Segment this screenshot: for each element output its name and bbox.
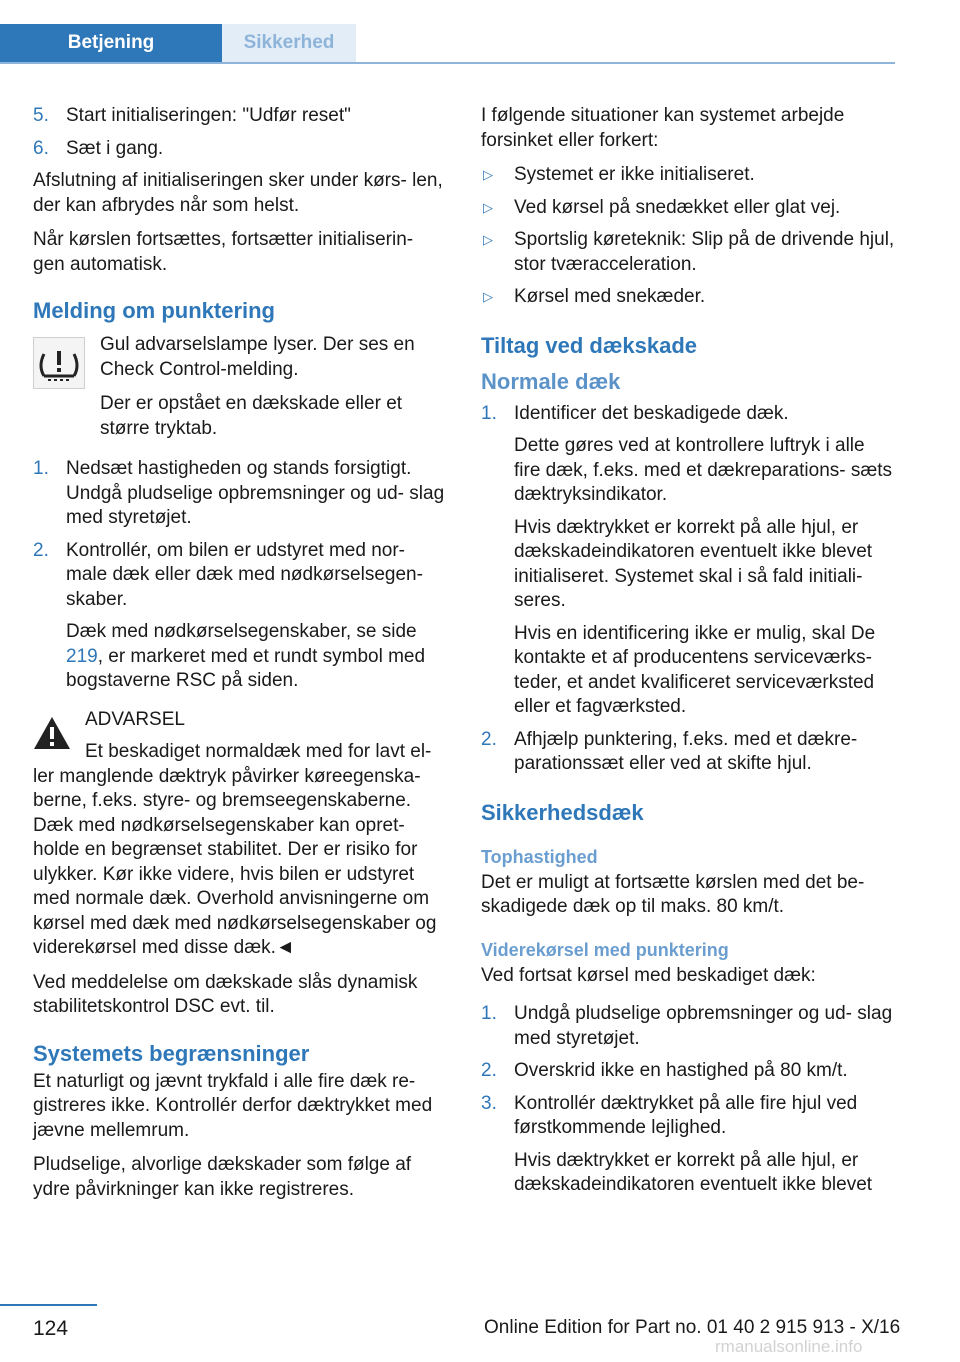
heading-safety-tires: Sikkerhedsdæk	[481, 799, 644, 825]
list-item: 1. Identificer det beskadigede dæk.	[481, 402, 789, 424]
list-item: 1. Nedsæt hastigheden og stands forsigtigt. Undgå pludselige opbremsninger og ud- slag med styretøjet.	[33, 458, 445, 528]
paragraph: Det er muligt at fortsætte kørslen med det be- skadigede dæk op til maks. 80 km/t.	[481, 871, 865, 917]
tab-betjening[interactable]: Betjening	[0, 24, 222, 62]
list-item: 3. Kontrollér dæktrykket på alle fire hjul ved førstkommende lejlighed.	[481, 1092, 858, 1138]
list-item: 2. Overskrid ikke en hastighed på 80 km/t.	[481, 1060, 848, 1081]
footer-rule	[0, 1304, 97, 1306]
paragraph: Pludselige, alvorlige dækskader som følge af ydre påvirkninger kan ikke registreres.	[33, 1154, 412, 1200]
paragraph: Afslutning af initialiseringen sker under kørs- len, der kan afbrydes når som helst.	[33, 170, 443, 216]
list-item: 1. Undgå pludselige opbremsninger og ud- slag med styretøjet.	[481, 1003, 893, 1049]
warning-triangle-icon	[33, 716, 71, 750]
heading-top-speed: Tophastighed	[481, 846, 598, 867]
heading-normal-tires: Normale dæk	[481, 368, 621, 394]
list-item: 2. Kontrollér, om bilen er udstyret med nor- male dæk eller dæk med nødkørselsegen- skaber.	[33, 539, 423, 610]
list-item: 5. Start initialiseringen: "Udfør reset"	[33, 105, 351, 126]
heading-measures: Tiltag ved dækskade	[481, 332, 698, 358]
list-sub-paragraph: Dæk med nødkørselsegenskaber, se side 219, er markeret med et rundt symbol med bogstaverne RSC på siden.	[66, 621, 426, 691]
edition-note: Online Edition for Part no. 01 40 2 915 913 - X/16	[484, 1317, 901, 1338]
heading-continue-driving: Viderekørsel med punktering	[481, 939, 729, 960]
tpms-notice	[33, 333, 447, 441]
icon-text: Der er opstået en dækskade eller et større tryktab.	[100, 393, 403, 439]
right-column	[481, 104, 895, 1206]
bullet-triangle-icon: ▷	[483, 232, 493, 247]
heading-limits: Systemets begrænsninger	[33, 1040, 310, 1066]
heading-puncture: Melding om punktering	[33, 298, 275, 323]
tire-pressure-warning-icon	[33, 337, 85, 389]
list-item: 2. Afhjælp punktering, f.eks. med et dækre- parationssæt eller ved at skifte hjul.	[481, 728, 858, 774]
list-sub-paragraph: Hvis dæktrykket er korrekt på alle hjul, er dækskadeindikatoren eventuelt ikke blevet initialiseret. Systemet skal i så fald initiali- seres.	[514, 516, 873, 611]
paragraph: Et naturligt og jævnt trykfald i alle fire dæk re- gistreres ikke. Kontrollér derfor dæktrykket med jævne mellemrum.	[33, 1070, 433, 1141]
page-number: 124	[33, 1317, 69, 1340]
warning-text: Et beskadiget normaldæk med for lavt el- ler manglende dæktryk påvirker køreegenska- berne, f.eks. styre- og bremseegenskaberne. Dæk med nødkørselsegenskaber kan opret- holde en begrænset stabilitet. Der er risiko for ulykker. Kør ikke videre, hvis bilen er udstyret med normale dæk. Overhold anvisningerne om kørsel med dæk med nødkørselsegenskaber og viderekørsel med disse dæk.◄	[33, 741, 437, 958]
page-link[interactable]: 219	[66, 645, 98, 667]
warning-title: ADVARSEL	[85, 708, 185, 730]
paragraph: Når kørslen fortsættes, fortsætter initialiserin- gen automatisk.	[33, 229, 414, 275]
watermark: rmanualsonline.info	[715, 1337, 863, 1356]
bullet-triangle-icon: ▷	[483, 167, 493, 182]
header-tabbar	[0, 24, 895, 64]
list-item: ▷ Ved kørsel på snedækket eller glat vej.	[481, 196, 895, 221]
paragraph: Ved fortsat kørsel med beskadiget dæk:	[481, 964, 816, 986]
list-item: 6. Sæt i gang.	[33, 137, 164, 159]
bullet-triangle-icon: ▷	[483, 199, 493, 215]
warning-box	[33, 708, 447, 961]
list-item: ▷ Sportslig køreteknik: Slip på de drivende hjul, stor tværacceleration.	[483, 229, 895, 275]
list-item: ▷ Systemet er ikke initialiseret.	[481, 163, 895, 188]
paragraph: Ved meddelelse om dækskade slås dynamisk stabilitetskontrol DSC evt. til.	[33, 971, 418, 1017]
list-item: ▷ Kørsel med snekæder.	[481, 285, 895, 310]
bullet-triangle-icon: ▷	[483, 289, 493, 304]
tab-sikkerhed[interactable]: Sikkerhed	[222, 24, 356, 62]
paragraph: I følgende situationer kan systemet arbejde forsinket eller forkert:	[481, 105, 845, 151]
icon-text: Gul advarselslampe lyser. Der ses en Check Control-melding.	[100, 334, 415, 380]
list-sub-paragraph: Hvis dæktrykket er korrekt på alle hjul, er dækskadeindikatoren eventuelt ikke blevet	[514, 1149, 873, 1195]
left-column	[33, 104, 447, 1212]
list-sub-paragraph: Dette gøres ved at kontrollere luftryk i alle fire dæk, f.eks. med et dækreparations- sæts dæktryksindikator.	[514, 435, 893, 505]
list-sub-paragraph: Hvis en identificering ikke er mulig, skal De kontakte et af producentens serviceværks- teder, et andet kvalificeret serviceværksted eller et fagværksted.	[514, 622, 876, 717]
